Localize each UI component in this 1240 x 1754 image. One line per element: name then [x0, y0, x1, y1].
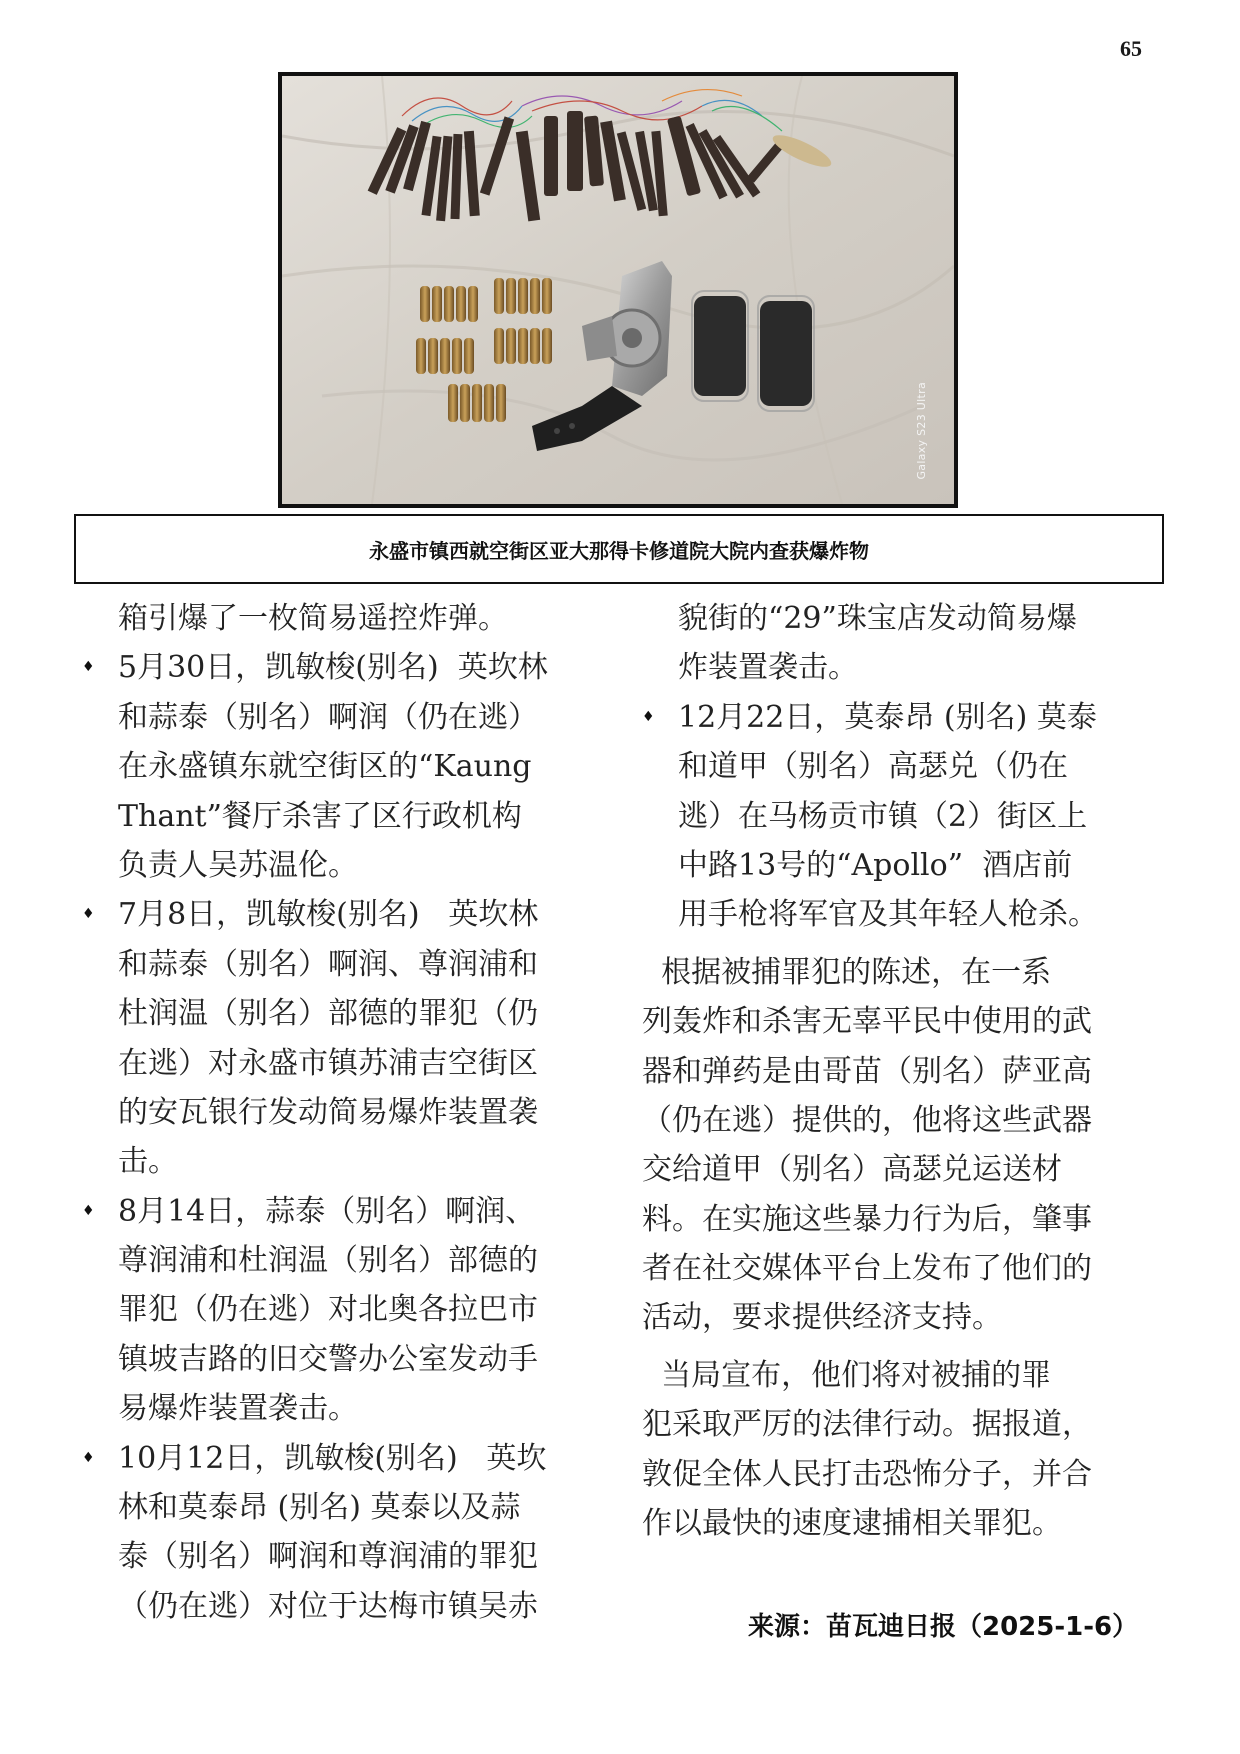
- bullet-continuation-line: [642, 841, 1162, 890]
- paragraph-line: 犯采取严厉的法律行动。据报道，: [642, 1407, 1092, 1443]
- line-text: 用手枪将军官及其年轻人枪杀。: [678, 897, 1098, 933]
- bullet-continuation-line: [82, 989, 602, 1038]
- line-text: 击。: [118, 1144, 178, 1180]
- diamond-bullet-icon: ♦: [82, 906, 95, 923]
- diamond-bullet-icon: ♦: [642, 708, 655, 725]
- line-text: 林和莫泰昂 (别名) 莫泰以及蒜: [118, 1490, 521, 1526]
- bullet-continuation-line: [642, 742, 1162, 791]
- line-text: 逃）在马杨贡市镇（2）街区上: [678, 798, 1088, 834]
- bullet-continuation-line: [82, 1285, 602, 1334]
- bullet-continuation-line: [82, 1384, 602, 1433]
- diamond-bullet-icon: ♦: [82, 659, 95, 676]
- bullet-continuation-line: [82, 1088, 602, 1137]
- paragraph-line: 列轰炸和杀害无辜平民中使用的武: [642, 1004, 1092, 1040]
- bullet-continuation-line: [82, 742, 602, 791]
- line-text: 中路13号的“Apollo” 酒店前: [678, 847, 1073, 883]
- line-text: 12月22日，莫泰昂 (别名) 莫泰: [678, 699, 1097, 735]
- bullet-continuation-line: [82, 693, 602, 742]
- line-text: 泰（别名）啊润和尊润浦的罪犯: [118, 1539, 538, 1575]
- left-column: [82, 594, 602, 1631]
- line-text: 和道甲（别名）高瑟兑（仍在: [678, 749, 1068, 785]
- line-text: Thant”餐厅杀害了区行政机构: [118, 798, 522, 834]
- diamond-bullet-icon: ♦: [82, 1449, 95, 1466]
- paragraph-line: 敦促全体人民打击恐怖分子，并合: [642, 1456, 1092, 1492]
- photo-watermark: Galaxy S23 Ultra: [915, 382, 928, 480]
- paragraph-line: （仍在逃）提供的，他将这些武器: [642, 1102, 1092, 1138]
- bullet-continuation-line: [82, 841, 602, 890]
- line-text: 8月14日，蒜泰（别名）啊润、: [118, 1193, 536, 1229]
- bullet-item-line: [642, 693, 1162, 742]
- line-text: （仍在逃）对位于达梅市镇吴赤: [118, 1588, 538, 1624]
- bullet-continuation-line: [82, 1039, 602, 1088]
- bullet-continuation-line: [82, 594, 602, 643]
- line-text: 负责人吴苏温伦。: [118, 847, 358, 883]
- bullet-continuation-line: [82, 1532, 602, 1581]
- paragraph-line: 根据被捕罪犯的陈述，在一系: [642, 954, 1052, 990]
- bullet-continuation-line: [82, 1582, 602, 1631]
- line-text: 在逃）对永盛市镇苏浦吉空街区: [118, 1045, 538, 1081]
- right-column: [642, 594, 1162, 1548]
- line-text: 罪犯（仍在逃）对北奥各拉巴市: [118, 1292, 538, 1328]
- line-text: 貌街的“29”珠宝店发动简易爆: [678, 601, 1077, 636]
- paragraph-line: 当局宣布，他们将对被捕的罪: [642, 1357, 1052, 1393]
- diamond-bullet-icon: ♦: [82, 1202, 95, 1219]
- line-text: 和蒜泰（别名）啊润（仍在逃）: [118, 699, 538, 735]
- line-text: 箱引爆了一枚简易遥控炸弹。: [118, 601, 508, 636]
- bullet-continuation-line: [82, 1236, 602, 1285]
- bullet-continuation-line: [642, 594, 1162, 643]
- bullet-continuation-line: [642, 792, 1162, 841]
- line-text: 镇坡吉路的旧交警办公室发动手: [118, 1341, 538, 1377]
- line-text: 5月30日，凯敏梭(别名) 英坎林: [118, 650, 548, 686]
- line-text: 炸装置袭击。: [678, 650, 858, 686]
- paragraph-line: 料。在实施这些暴力行为后，肇事: [642, 1201, 1092, 1237]
- bullet-item-line: [82, 1434, 602, 1483]
- paragraph-line: 活动，要求提供经济支持。: [642, 1300, 1002, 1336]
- line-text: 10月12日，凯敏梭(别名) 英坎: [118, 1440, 547, 1476]
- paragraph-line: 者在社交媒体平台上发布了他们的: [642, 1251, 1092, 1287]
- bullet-continuation-line: [82, 940, 602, 989]
- bullet-continuation-line: [82, 792, 602, 841]
- paragraph-line: 作以最快的速度逮捕相关罪犯。: [642, 1506, 1062, 1542]
- bullet-continuation-line: [82, 1137, 602, 1186]
- bullet-continuation-line: [82, 1483, 602, 1532]
- evidence-photo-image: [282, 76, 954, 504]
- right-bullet-list: [642, 594, 1162, 940]
- paragraph-2: [642, 1351, 1162, 1549]
- bullet-item-line: [82, 643, 602, 692]
- bullet-item-line: [82, 890, 602, 939]
- source-citation: 来源：苗瓦迪日报（2025-1-6）: [748, 1612, 1139, 1642]
- line-text: 的安瓦银行发动简易爆炸装置袭: [118, 1094, 538, 1130]
- bullet-item-line: [82, 1187, 602, 1236]
- line-text: 尊润浦和杜润温（别名）部德的: [118, 1243, 538, 1279]
- line-text: 杜润温（别名）部德的罪犯（仍: [118, 996, 538, 1032]
- caption-box: [74, 514, 1164, 584]
- line-text: 在永盛镇东就空街区的“Kaung: [118, 749, 532, 785]
- bullet-continuation-line: [82, 1335, 602, 1384]
- line-text: 易爆炸装置袭击。: [118, 1391, 358, 1427]
- paragraph-line: 器和弹药是由哥苗（别名）萨亚高: [642, 1053, 1092, 1089]
- bullet-continuation-line: [642, 890, 1162, 939]
- line-text: 和蒜泰（别名）啊润、尊润浦和: [118, 946, 538, 982]
- paragraph-line: 交给道甲（别名）高瑟兑运送材: [642, 1152, 1062, 1188]
- evidence-photo: [278, 72, 958, 508]
- line-text: 7月8日，凯敏梭(别名) 英坎林: [118, 897, 539, 933]
- bullet-continuation-line: [642, 643, 1162, 692]
- paragraph-1: [642, 948, 1162, 1343]
- page-number: 65: [1120, 36, 1142, 61]
- photo-caption: 永盛市镇西就空街区亚大那得卡修道院大院内查获爆炸物: [369, 538, 869, 563]
